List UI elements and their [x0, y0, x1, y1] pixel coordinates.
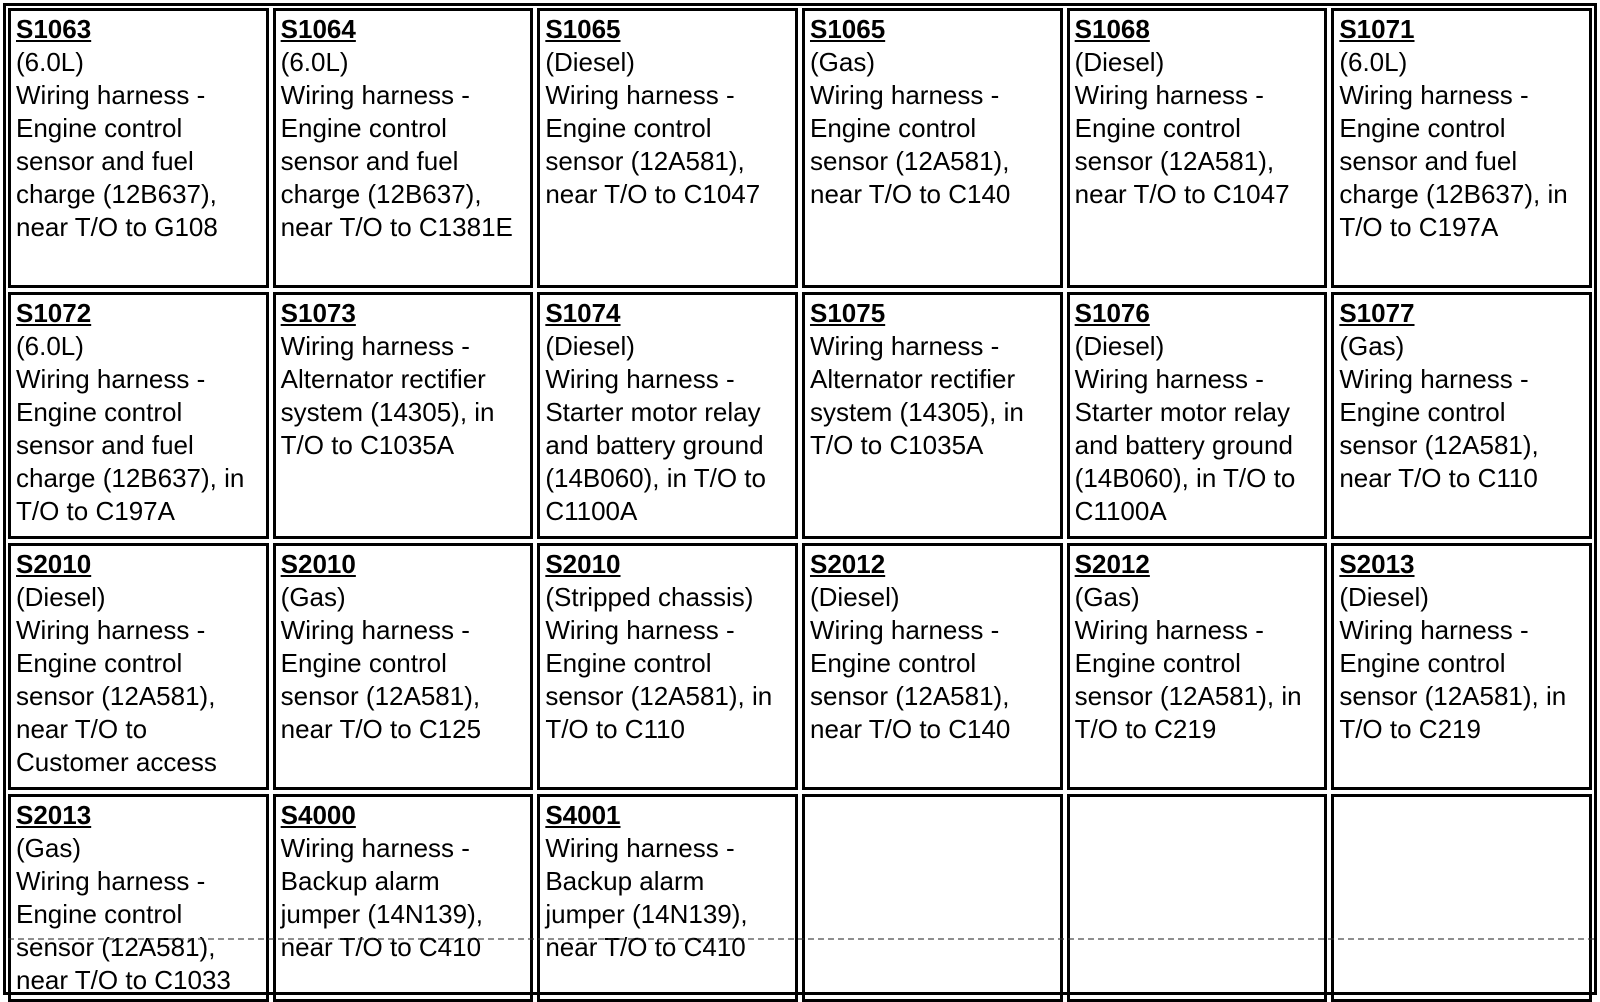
splice-description: Wiring harness - Engine control sensor (12A581), in T/O to C219	[1339, 615, 1567, 744]
splice-description: Wiring harness - Engine control sensor (12A581), near T/O to C1047	[1074, 80, 1290, 209]
table-cell	[1067, 543, 1328, 790]
empty-cell	[802, 794, 1063, 1002]
splice-description: Wiring harness - Backup alarm jumper (14N139), near T/O to C410	[545, 833, 748, 962]
table-cell	[273, 543, 534, 790]
splice-code: S2012	[1074, 549, 1150, 579]
splice-code: S4001	[545, 800, 621, 830]
splice-code: S1076	[1074, 298, 1150, 328]
table-cell	[537, 8, 798, 288]
splice-description: Wiring harness - Engine control sensor (12A581), near T/O to C140	[809, 615, 1011, 744]
splice-description: Wiring harness - Engine control sensor (12A581), near T/O to C110	[1339, 364, 1539, 493]
table-cell	[1067, 292, 1328, 539]
splice-description: Wiring harness - Engine control sensor (12A581), near T/O to C1047	[545, 80, 761, 209]
splice-qualifier: (Diesel)	[545, 47, 635, 77]
splice-qualifier: (6.0L)	[16, 47, 84, 77]
table-cell	[8, 543, 269, 790]
table-cell	[802, 8, 1063, 288]
table-cell	[537, 292, 798, 539]
splice-description: Wiring harness - Starter motor relay and battery ground (14B060), in T/O to C1100A	[1074, 364, 1296, 526]
splice-code: S1068	[1074, 14, 1150, 44]
splice-location-table	[3, 3, 1597, 995]
empty-cell	[1331, 794, 1592, 1002]
table-cell	[8, 8, 269, 288]
table-cell	[273, 292, 534, 539]
splice-qualifier: (Diesel)	[545, 331, 635, 361]
splice-description: Wiring harness - Engine control sensor (12A581), in T/O to C219	[1074, 615, 1302, 744]
splice-description: Wiring harness - Engine control sensor and fuel charge (12B637), in T/O to C197A	[1339, 80, 1568, 242]
splice-code: S1064	[280, 14, 356, 44]
splice-description: Wiring harness - Engine control sensor and fuel charge (12B637), in T/O to C197A	[16, 364, 245, 526]
table-cell	[8, 794, 269, 1002]
empty-cell	[1067, 794, 1328, 1002]
table-cell	[8, 292, 269, 539]
splice-qualifier: (Gas)	[1074, 582, 1140, 612]
splice-description: Wiring harness - Engine control sensor (12A581), near T/O to Customer access	[16, 615, 217, 777]
splice-code: S2013	[1339, 549, 1415, 579]
splice-qualifier: (Diesel)	[16, 582, 106, 612]
splice-code: S2010	[16, 549, 92, 579]
table-cell	[802, 292, 1063, 539]
splice-code: S2010	[280, 549, 356, 579]
splice-qualifier: (Diesel)	[809, 582, 900, 612]
table-cell	[1067, 8, 1328, 288]
splice-qualifier: (Stripped chassis)	[545, 582, 754, 612]
splice-code: S2010	[545, 549, 621, 579]
splice-qualifier: (Diesel)	[1339, 582, 1429, 612]
splice-code: S4000	[280, 800, 356, 830]
scan-artifact-dashed-line	[8, 938, 1594, 940]
splice-qualifier: (Gas)	[16, 833, 81, 863]
splice-description: Wiring harness - Engine control sensor (12A581), near T/O to C140	[809, 80, 1011, 209]
splice-code: S1071	[1339, 14, 1415, 44]
table-cell	[273, 794, 534, 1002]
splice-code: S1074	[545, 298, 621, 328]
splice-qualifier: (Diesel)	[1074, 47, 1165, 77]
table-cell	[273, 8, 534, 288]
splice-code: S1065	[809, 14, 886, 44]
splice-description: Wiring harness - Backup alarm jumper (14N139), near T/O to C410	[280, 833, 483, 962]
splice-code: S1075	[809, 298, 886, 328]
splice-qualifier: (6.0L)	[16, 331, 84, 361]
splice-qualifier: (Gas)	[280, 582, 346, 612]
splice-code: S1077	[1339, 298, 1415, 328]
splice-code: S2013	[16, 800, 92, 830]
splice-qualifier: (Gas)	[1339, 331, 1405, 361]
splice-code: S1063	[16, 14, 92, 44]
splice-qualifier: (Gas)	[809, 47, 875, 77]
splice-qualifier: (Diesel)	[1074, 331, 1165, 361]
splice-qualifier: (6.0L)	[1339, 47, 1408, 77]
table-cell	[1331, 543, 1592, 790]
splice-code: S1065	[545, 14, 621, 44]
splice-qualifier: (6.0L)	[280, 47, 349, 77]
splice-description: Wiring harness - Engine control sensor (12A581), near T/O to C125	[280, 615, 482, 744]
splice-description: Wiring harness - Starter motor relay and battery ground (14B060), in T/O to C1100A	[545, 364, 766, 526]
table-cell	[537, 794, 798, 1002]
splice-description: Wiring harness - Engine control sensor and fuel charge (12B637), near T/O to G108	[16, 80, 218, 242]
splice-code: S1072	[16, 298, 92, 328]
splice-description: Wiring harness - Alternator rectifier system (14305), in T/O to C1035A	[809, 331, 1024, 460]
splice-description: Wiring harness - Engine control sensor (12A581), in T/O to C110	[545, 615, 773, 744]
splice-description: Wiring harness - Engine control sensor and fuel charge (12B637), near T/O to C1381E	[280, 80, 513, 242]
table-cell	[802, 543, 1063, 790]
splice-code: S2012	[809, 549, 886, 579]
splice-code: S1073	[280, 298, 356, 328]
splice-description: Wiring harness - Engine control sensor (12A581), near T/O to C1033	[16, 866, 231, 995]
table-cell	[537, 543, 798, 790]
table-cell	[1331, 8, 1592, 288]
splice-description: Wiring harness - Alternator rectifier system (14305), in T/O to C1035A	[280, 331, 495, 460]
table-cell	[1331, 292, 1592, 539]
